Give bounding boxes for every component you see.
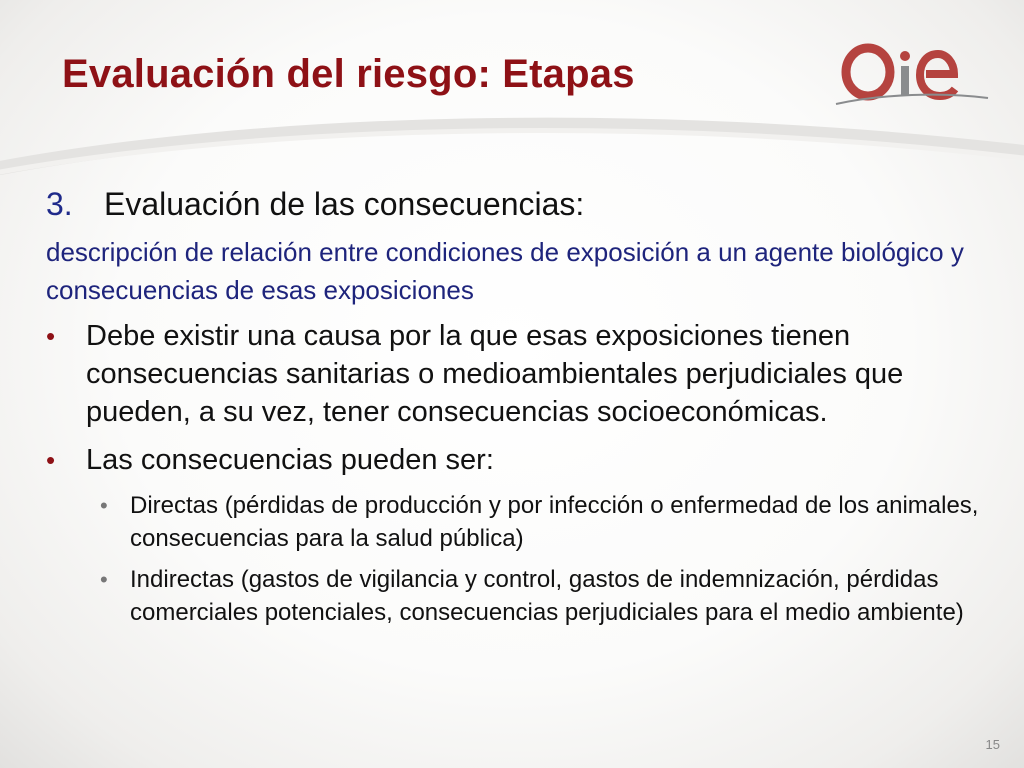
sub-bullet-icon: • [100, 493, 108, 518]
slide-content [46, 186, 996, 637]
bullet-list [46, 317, 996, 479]
slide-title: Evaluación del riesgo: Etapas [62, 52, 635, 96]
sub-bullet-icon: • [100, 567, 108, 592]
section-heading-text: Evaluación de las consecuencias: [104, 186, 585, 222]
oie-logo [832, 34, 992, 114]
bullet-icon: • [46, 445, 56, 475]
section-number: 3. [46, 186, 73, 222]
sub-bullet-text: Directas (pérdidas de producción y por infección o enfermedad de los animales, consecuencias para la salud pública) [130, 492, 979, 552]
section-heading [46, 186, 996, 223]
sub-bullet-list [46, 489, 996, 629]
section-description: descripción de relación entre condiciones de exposición a un agente biológico y consecuencias de esas exposiciones [46, 237, 964, 305]
sub-bullet-text: Indirectas (gastos de vigilancia y control, gastos de indemnización, pérdidas comerciales potenciales, consecuencias perjudiciales para el medio ambiente) [130, 566, 964, 626]
page-number: 15 [985, 737, 1000, 752]
bullet-icon: • [46, 321, 56, 351]
bullet-text: Debe existir una causa por la que esas exposiciones tienen consecuencias sanitarias o medioambientales perjudiciales que pueden, a su vez, tener consecuencias socioeconómicas. [86, 320, 904, 428]
sub-bullet-item [46, 489, 996, 555]
bullet-text: Las consecuencias pueden ser: [86, 444, 494, 476]
bullet-item [46, 441, 996, 479]
sub-bullet-item [46, 563, 996, 629]
bullet-item [46, 317, 996, 431]
